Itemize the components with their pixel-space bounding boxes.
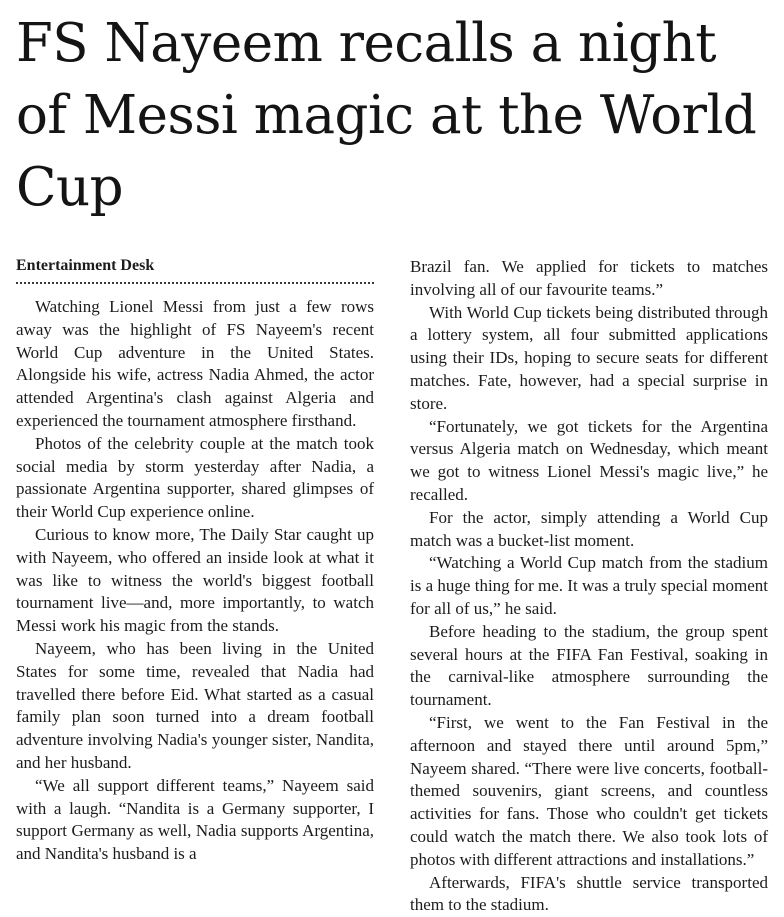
paragraph: Afterwards, FIFA's shuttle service transported them to the stadium. (410, 872, 768, 915)
paragraph: “We all support different teams,” Nayeem said with a laugh. “Nandita is a Germany supporter, I support Germany as well, Nadia supports Argentina, and Nandita's husband is a (16, 775, 374, 864)
paragraph: “Fortunately, we got tickets for the Argentina versus Algeria match on Wednesday, which meant we got to witness Lionel Messi's magic live,” he recalled. (410, 416, 768, 504)
paragraph: Watching Lionel Messi from just a few rows away was the highlight of FS Nayeem's recent World Cup adventure in the United States. Alongside his wife, actress Nadia Ahmed, the actor attended Argentina's clash against Algeria and experienced the tournament atmosphere firsthand. (16, 297, 374, 430)
column-right (410, 256, 768, 915)
paragraph: Nayeem, who has been living in the United States for some time, revealed that Nadia had travelled there before Eid. What started as a casual family plan soon turned into a dream football adventure involving Nadia's younger sister, Nandita, and her husband. (16, 638, 374, 772)
paragraph: For the actor, simply attending a World Cup match was a bucket-list moment. (410, 507, 768, 550)
paragraph: With World Cup tickets being distributed through a lottery system, all four submitted applications using their IDs, hoping to secure seats for different matches. Fate, however, had a special surprise in store. (410, 302, 768, 413)
paragraph: Curious to know more, The Daily Star caught up with Nayeem, who offered an inside look at what it was like to witness the world's biggest football tournament live—and, more importantly, to watch Messi work his magic from the stands. (16, 524, 374, 636)
paragraph: “First, we went to the Fan Festival in the afternoon and stayed there until around 5pm,” Nayeem shared. “There were live concerts, football-themed souvenirs, giant screens, and countless activities for fans. Those who couldn't get tickets could watch the match there. We also took lots of photos with different attractions and installations.” (410, 712, 768, 869)
paragraph: Photos of the celebrity couple at the match took social media by storm yesterday after Nadia, a passionate Argentina supporter, shared glimpses of their World Cup experience online. (16, 433, 374, 522)
byline: Entertainment Desk (16, 256, 374, 284)
paragraph: Before heading to the stadium, the group spent several hours at the FIFA Fan Festival, soaking in the carnival-like atmosphere surrounding the tournament. (410, 621, 768, 710)
article-body (16, 256, 768, 915)
paragraph: “Watching a World Cup match from the stadium is a huge thing for me. It was a truly special moment for all of us,” he said. (410, 553, 768, 618)
paragraph-continued: Brazil fan. We applied for tickets to matches involving all of our favourite teams.” (410, 257, 768, 299)
headline: FS Nayeem recalls a night of Messi magic at the World Cup (16, 13, 757, 218)
column-left (16, 256, 374, 896)
